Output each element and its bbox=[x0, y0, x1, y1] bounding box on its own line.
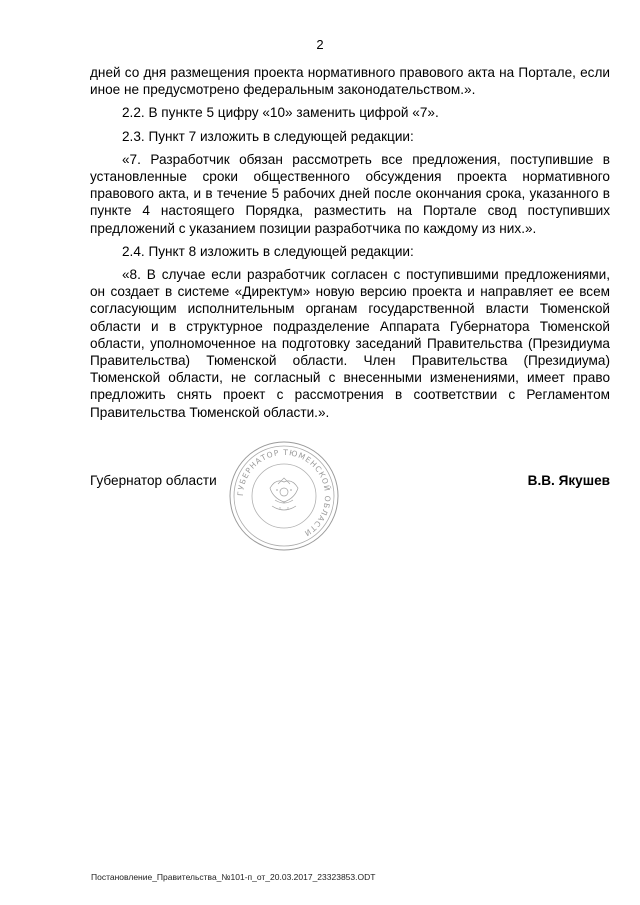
seal-text: ГУБЕРНАТОР ТЮМЕНСКОЙ ОБЛАСТИ bbox=[235, 447, 333, 539]
paragraph-item-2-3: 2.3. Пункт 7 изложить в следующей редакции: bbox=[122, 128, 414, 144]
signature-block bbox=[90, 470, 610, 494]
page-number: 2 bbox=[316, 37, 324, 52]
paragraph-point-7: «7. Разработчик обязан рассмотреть все предложения, поступившие в установленные сроки общественного обсуждения проекта нормативного правового акта, и в течение 5 рабочих дней после окончания срока, указанного в пункте 4 настоящего Порядка, разместить на Портале свод поступивших предложений с указанием позиции разработчика по каждому из них.». bbox=[90, 151, 610, 236]
document-filename: Постановление_Правительства_№101-п_от_20.03.2017_23323853.ODT bbox=[91, 872, 376, 882]
signatory-title: Губернатор области bbox=[90, 473, 217, 488]
paragraph-continuation: дней со дня размещения проекта нормативного правового акта на Портале, если иное не предусмотрено федеральным законодательством.». bbox=[90, 65, 610, 98]
paragraph-item-2-4: 2.4. Пункт 8 изложить в следующей редакции: bbox=[122, 243, 414, 259]
paragraph-point-8: «8. В случае если разработчик согласен с поступившими предложениями, он создает в системе «Директум» новую версию проекта и направляет ее всем согласующим исполнительным органам государственной власти Тюменской области и в структурное подразделение Аппарата Губернатора Тюменской области, уполномоченное на подготовку заседаний Правительства (Президиума Правительства) Тюменской области. Член Правительства (Президиума) Тюменской области, не согласный с внесенными изменениями, имеет право предложить снять проект с рассмотрения в соответствии с Регламентом Правительства Тюменской области.». bbox=[90, 267, 610, 420]
official-seal-icon bbox=[228, 440, 340, 552]
document-body bbox=[90, 64, 610, 427]
signatory-name: В.В. Якушев bbox=[527, 473, 610, 488]
svg-text:ГУБЕРНАТОР ТЮМЕНСКОЙ ОБЛАСТИ bbox=[236, 448, 332, 538]
paragraph-item-2-2: 2.2. В пункте 5 цифру «10» заменить цифрой «7». bbox=[122, 105, 439, 121]
